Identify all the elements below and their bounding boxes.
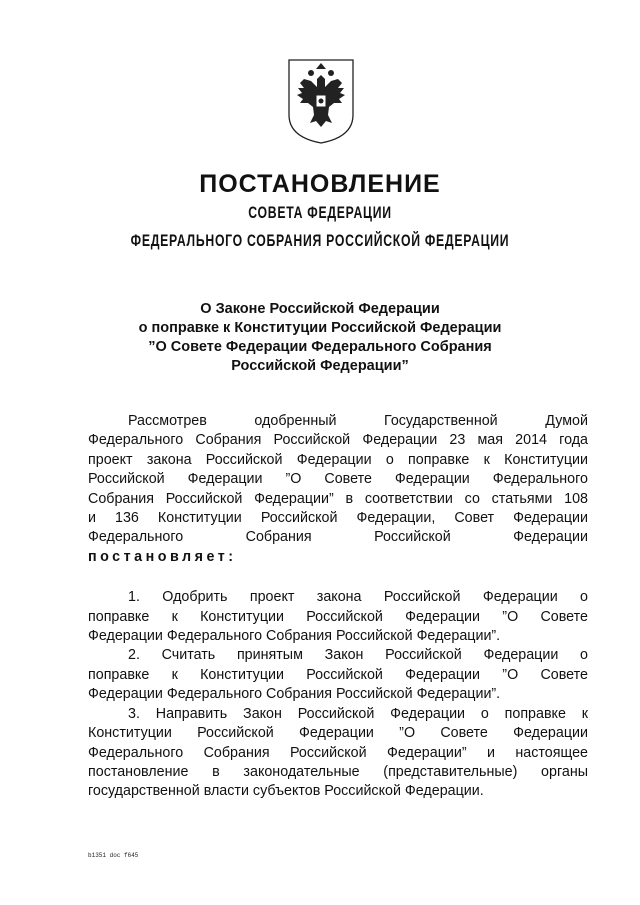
issuer-line-2: ФЕДЕРАЛЬНОГО СОБРАНИЯ РОССИЙСКОЙ ФЕДЕРАЦИИ [130, 231, 510, 250]
preamble-line: и 136 Конституции Российской Федерации, Совет Федерации [88, 510, 588, 527]
item-3-line: Федерального Собрания Российской Федерации” и настоящее [88, 744, 588, 761]
document-code: b1351 doc f645 [88, 852, 139, 859]
resolution-heading [0, 300, 640, 376]
item-3-line: Конституции Российской Федерации ”О Совете Федерации [88, 725, 588, 742]
item-2-line: поправке к Конституции Российской Федерации ”О Совете [88, 666, 588, 683]
preamble-line: Собрания Российской Федерации” в соответствии со статьями 108 [88, 490, 588, 507]
preamble-line: Рассмотрев одобренный Государственной Думой [128, 413, 588, 429]
document-title: ПОСТАНОВЛЕНИЕ [199, 170, 441, 198]
coat-of-arms-emblem [286, 57, 356, 145]
preamble-line: Федерального Собрания Российской Федерации [88, 529, 588, 546]
item-3-line: государственной власти субъектов Российской Федерации. [88, 783, 484, 800]
item-3-line: постановление в законодательные (представительные) органы [88, 763, 588, 780]
item-1-line: Федерации Федерального Собрания Российской Федерации”. [88, 628, 501, 645]
heading-line: ”О Совете Федерации Федерального Собрания [148, 339, 492, 355]
item-2-line: Федерации Федерального Собрания Российской Федерации”. [88, 686, 501, 703]
decree-word: постановляет: [88, 548, 237, 565]
issuer-line-1: СОВЕТА ФЕДЕРАЦИИ [248, 203, 392, 222]
double-headed-eagle-icon [286, 57, 356, 145]
preamble-line: Федерального Собрания Российской Федерации 23 мая 2014 года [88, 432, 588, 449]
item-2-line: 2. Считать принятым Закон Российской Федерации о [128, 647, 588, 664]
heading-line: о поправке к Конституции Российской Федерации [138, 320, 502, 336]
item-1-line: 1. Одобрить проект закона Российской Федерации о [128, 589, 588, 606]
preamble-line: проект закона Российской Федерации о поправке к Конституции [88, 451, 588, 468]
heading-line: Российской Федерации” [231, 358, 409, 374]
heading-line: О Законе Российской Федерации [200, 301, 440, 317]
item-1-line: поправке к Конституции Российской Федерации ”О Совете [88, 608, 588, 625]
preamble-line: Российской Федерации ”О Совете Федерации Федерального [88, 471, 588, 488]
resolution-body [88, 412, 588, 802]
item-3-line: 3. Направить Закон Российской Федерации о поправке к [128, 705, 588, 722]
